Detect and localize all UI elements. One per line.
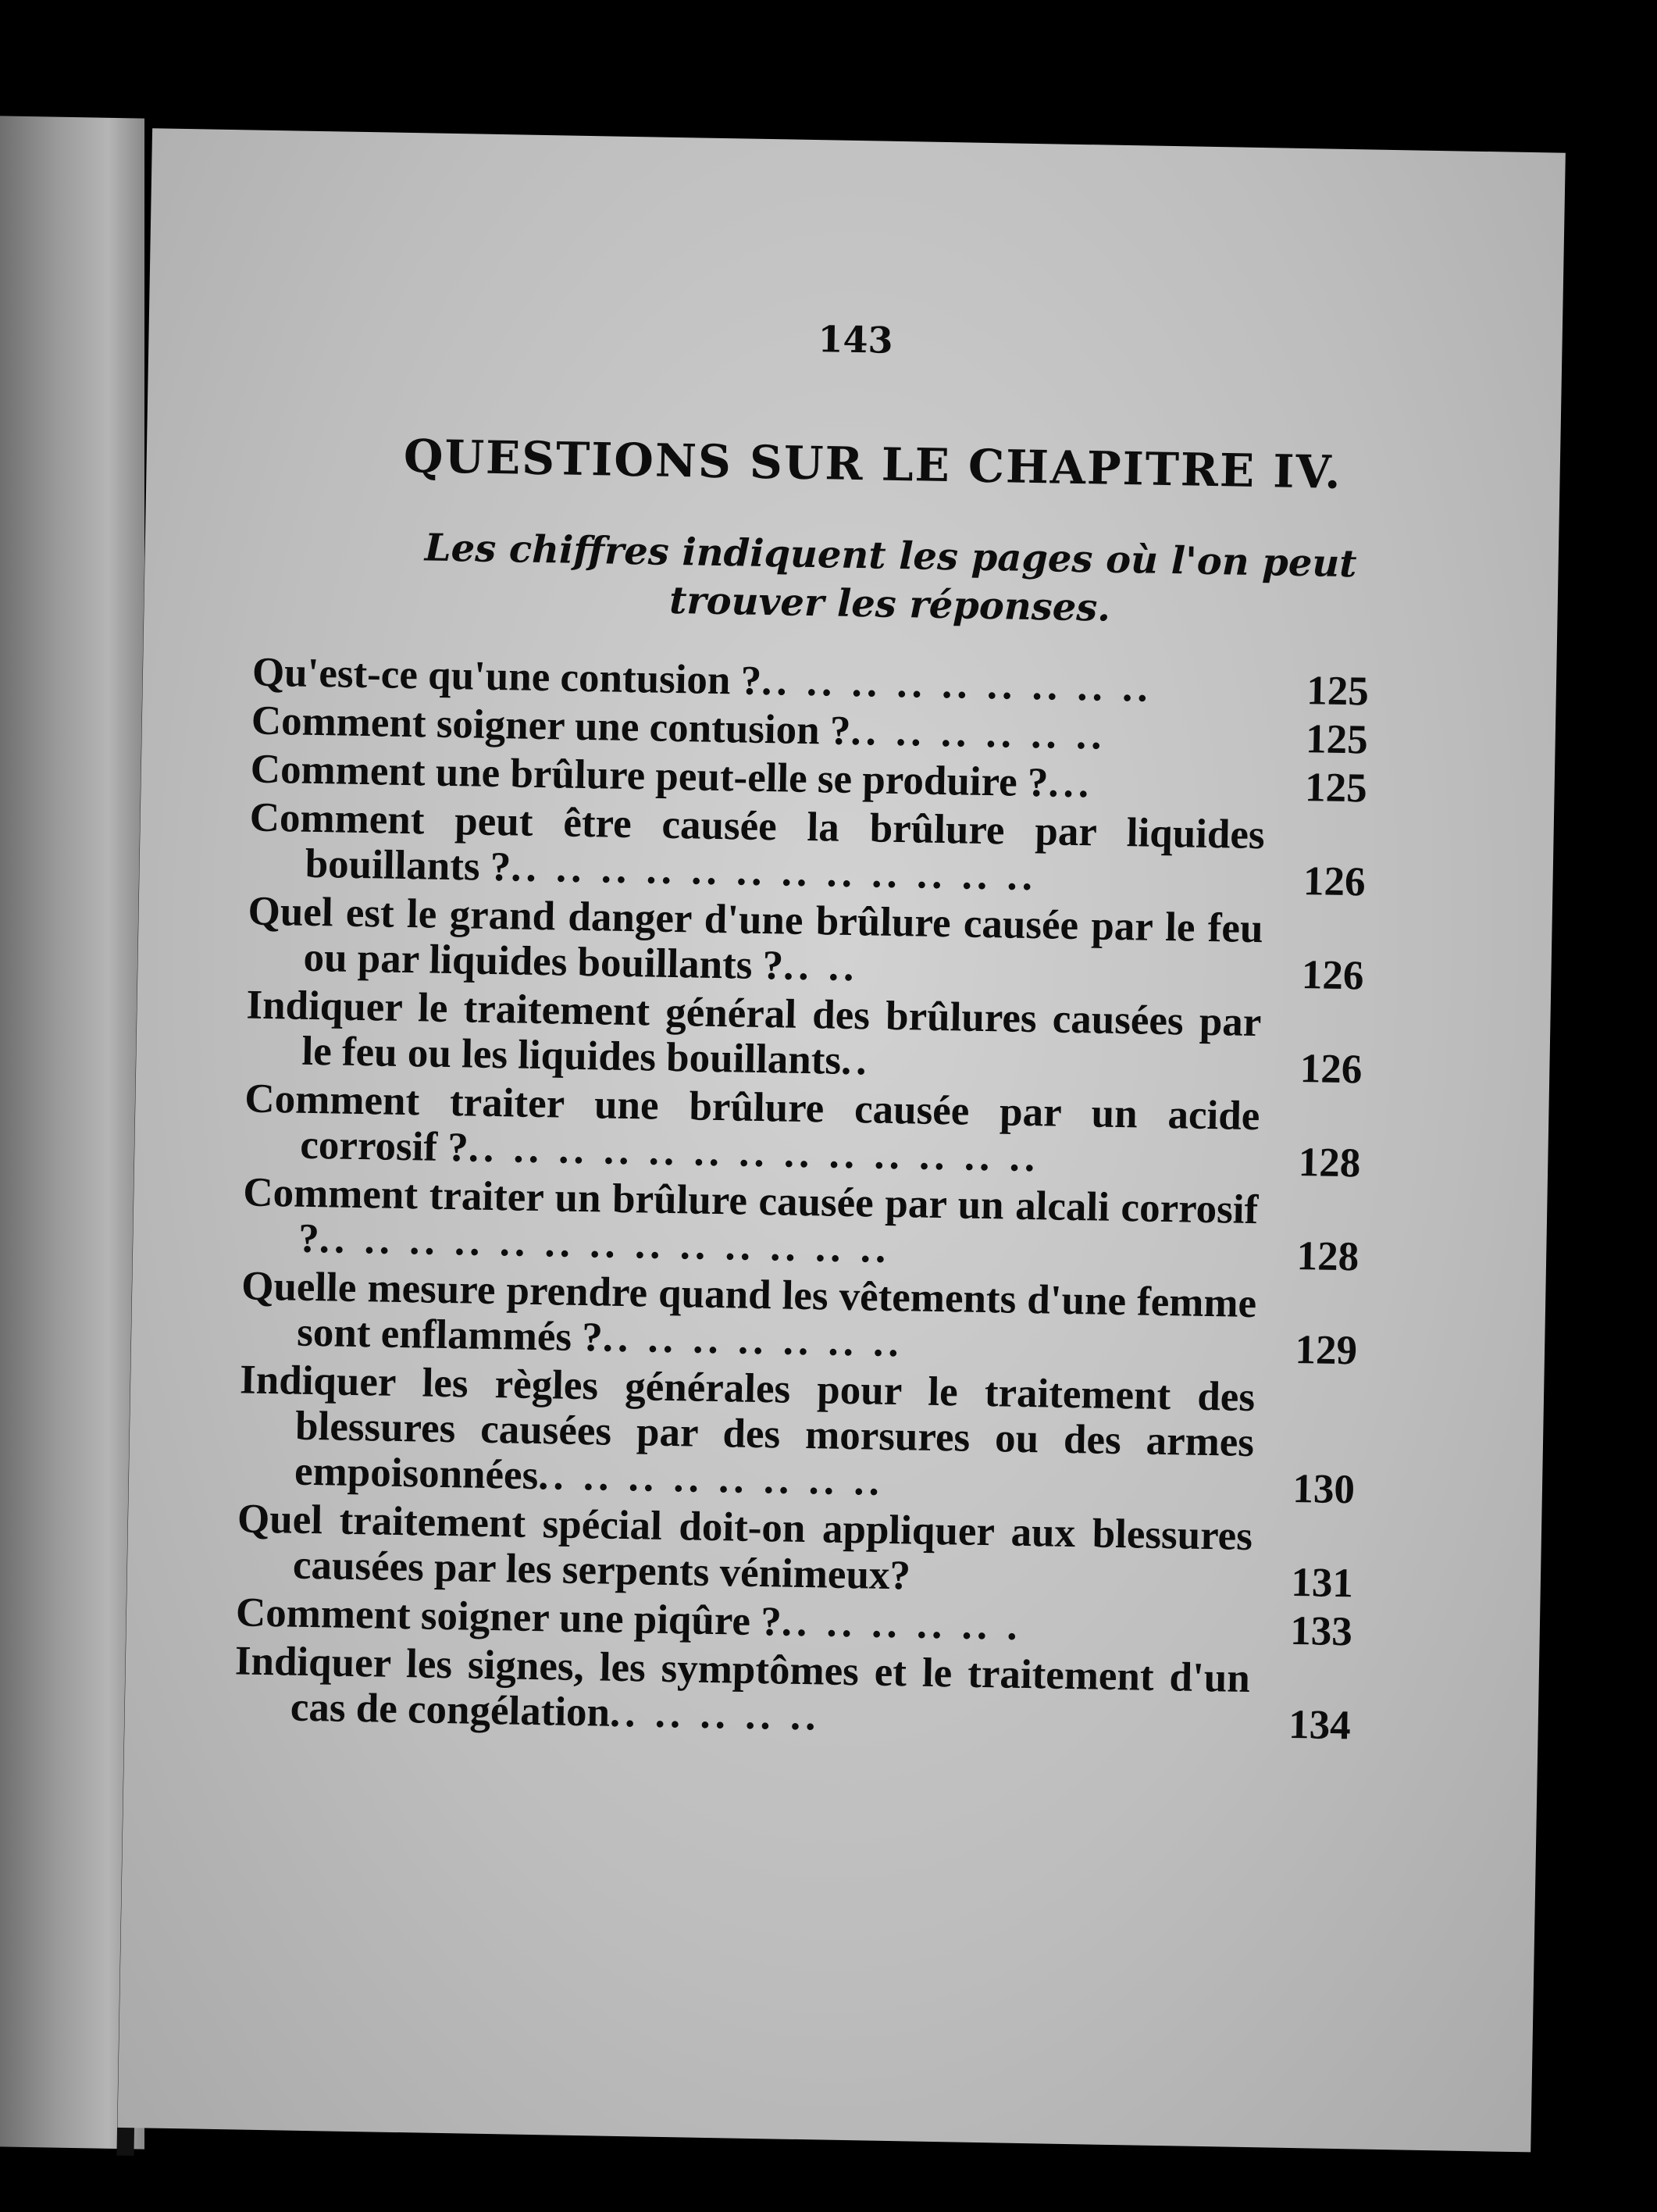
question-page: 126: [1302, 858, 1367, 905]
dot-leader: ..: [840, 1037, 872, 1084]
question-page: 133: [1289, 1607, 1353, 1655]
question-page: 130: [1292, 1465, 1356, 1513]
question-text: Indiquer les règles générales pour le traitement des blessures causées par des morsures ou des armes empoisonnées: [239, 1357, 1256, 1499]
question-text: Quel traitement spécial doit-on appliquer aux blessures causées par les serpents vénimeux?: [237, 1496, 1253, 1599]
question-list: [233, 650, 1369, 1752]
question-page: 126: [1301, 952, 1364, 999]
question-item: [248, 795, 1367, 905]
question-page: 134: [1288, 1701, 1352, 1749]
dot-leader: ...: [1047, 760, 1094, 807]
question-text: Indiquer les signes, les symptômes et le traitement d'un cas de congélation: [234, 1638, 1251, 1736]
question-page: 129: [1295, 1326, 1358, 1374]
question-text: Comment soigner une contusion ?: [251, 697, 851, 754]
dot-leader: .. .. .. .. .. .: [781, 1599, 1023, 1649]
book-page: [117, 128, 1565, 2152]
dot-leader: .. .. .. .. .. .. .. .. .. .. .. ..: [510, 844, 1038, 900]
chapter-title: QUESTIONS SUR LE CHAPITRE IV.: [403, 429, 1343, 499]
question-text: Comment soigner une piqûre ?: [235, 1589, 782, 1645]
question-item: [241, 1263, 1359, 1373]
question-item: [242, 1169, 1360, 1279]
dot-leader: .. .. .. .. .. ..: [850, 708, 1107, 758]
question-text: Comment une brûlure peut-elle se produire ?: [250, 746, 1049, 806]
question-page: 131: [1290, 1559, 1354, 1607]
dot-leader: .. .. .. .. ..: [609, 1689, 821, 1739]
question-text: Indiquer le traitement général des brûlures causées par le feu ou les liquides bouillants: [246, 982, 1262, 1083]
subtitle: Les chiffres indiquent les pages où l'on peut trouver les réponses.: [424, 526, 1357, 630]
question-item: [238, 1357, 1357, 1512]
question-page: 128: [1296, 1233, 1359, 1280]
question-text: Qu'est-ce qu'une contusion ?: [251, 649, 762, 704]
question-item: [237, 1496, 1355, 1606]
question-page: 125: [1305, 716, 1369, 763]
question-page: 125: [1304, 765, 1368, 812]
question-item: [244, 1076, 1362, 1186]
page-number: 143: [818, 318, 894, 362]
question-text: Quel est le grand danger d'une brûlure causée par le feu ou par liquides bouillants ?: [248, 888, 1263, 989]
dot-leader: .. ..: [782, 943, 859, 990]
dot-leader: .. .. .. .. .. .. .. .. ..: [761, 658, 1153, 711]
dot-leader: .. .. .. .. .. .. .. ..: [537, 1453, 885, 1504]
dot-leader: .. .. .. .. .. .. .. .. .. .. .. .. ..: [468, 1125, 1040, 1181]
question-text: Comment traiter un brûlure causée par un alcali corrosif ?: [242, 1169, 1259, 1262]
question-page: 126: [1299, 1046, 1363, 1093]
question-text: Comment peut être causée la brûlure par liquides bouillants ?: [249, 794, 1266, 890]
question-item: [233, 1638, 1352, 1748]
dot-leader: .. .. .. .. .. .. .. .. .. .. .. .. ..: [319, 1216, 891, 1272]
question-item: [245, 982, 1363, 1092]
question-text: Quelle mesure prendre quand les vêtements d'une femme sont enflammés ?: [241, 1263, 1257, 1361]
dot-leader: .. .. .. .. .. .. ..: [602, 1315, 904, 1366]
question-item: [247, 889, 1365, 999]
question-page: 125: [1306, 668, 1370, 715]
question-text: Comment traiter une brûlure causée par un acide corrosif ?: [244, 1076, 1260, 1171]
question-page: 128: [1298, 1140, 1361, 1186]
